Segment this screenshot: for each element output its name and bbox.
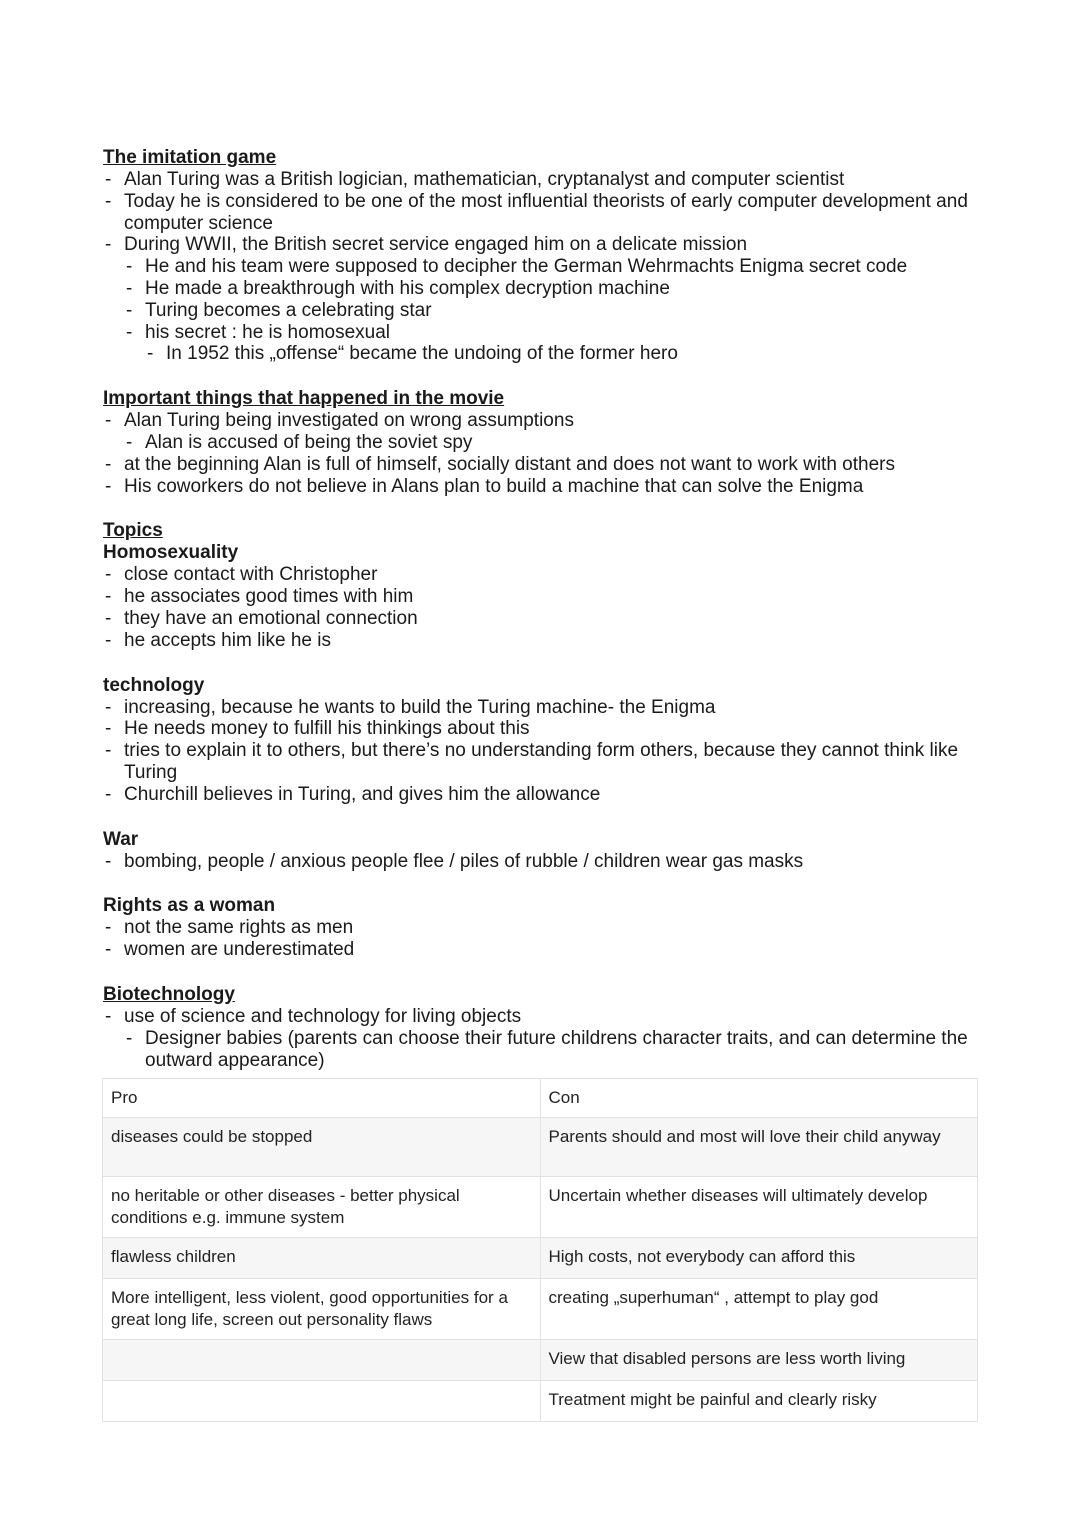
list-item-text: Alan Turing being investigated on wrong assumptions bbox=[124, 410, 574, 432]
subsection-title: War bbox=[103, 828, 139, 850]
subsection-title: Homosexuality bbox=[103, 542, 239, 564]
list-item: - women are underestimated bbox=[103, 939, 983, 961]
list-item: - increasing, because he wants to build the Turing machine- the Enigma bbox=[103, 697, 983, 719]
table-header-row bbox=[103, 1079, 978, 1118]
list-item: - His coworkers do not believe in Alans plan to build a machine that can solve the Enigma bbox=[103, 476, 983, 498]
list-item: - Turing becomes a celebrating star bbox=[124, 300, 983, 322]
sub-list bbox=[124, 432, 983, 454]
pro-cell bbox=[103, 1381, 541, 1422]
table-row bbox=[103, 1118, 978, 1177]
list-item: - Alan Turing was a British logician, mathematician, cryptanalyst and computer scientist bbox=[103, 169, 983, 191]
list-item bbox=[124, 322, 983, 366]
con-cell: creating „superhuman“ , attempt to play god bbox=[540, 1279, 978, 1340]
list-item: - close contact with Christopher bbox=[103, 564, 983, 586]
list-item: - He made a breakthrough with his complex decryption machine bbox=[124, 278, 983, 300]
list-item: - In 1952 this „offense“ became the undoing of the former hero bbox=[145, 343, 983, 365]
table-row bbox=[103, 1340, 978, 1381]
pro-cell: diseases could be stopped bbox=[103, 1118, 541, 1177]
list-item: - he associates good times with him bbox=[103, 586, 983, 608]
table-row bbox=[103, 1381, 978, 1422]
header-cell-pro: Pro bbox=[103, 1079, 541, 1118]
document-page bbox=[103, 147, 983, 1071]
list-item bbox=[103, 1006, 983, 1071]
sub-list bbox=[124, 1028, 983, 1072]
con-cell: View that disabled persons are less worth living bbox=[540, 1340, 978, 1381]
bullet-list bbox=[103, 851, 983, 873]
section-title: The imitation game bbox=[103, 147, 277, 168]
section-title: Important things that happened in the movie bbox=[103, 388, 505, 410]
con-cell: Treatment might be painful and clearly risky bbox=[540, 1381, 978, 1422]
table-row bbox=[103, 1177, 978, 1238]
bullet-list bbox=[103, 917, 983, 961]
section-movie-events bbox=[103, 388, 983, 497]
list-item: - bombing, people / anxious people flee / piles of rubble / children wear gas masks bbox=[103, 851, 983, 873]
list-item: - he accepts him like he is bbox=[103, 630, 983, 652]
subsection-title: technology bbox=[103, 674, 205, 696]
pro-cell: no heritable or other diseases - better physical conditions e.g. immune system bbox=[103, 1177, 541, 1238]
list-item: - Churchill believes in Turing, and gives him the allowance bbox=[103, 784, 983, 806]
section-title: Biotechnology bbox=[103, 983, 235, 1005]
con-cell: High costs, not everybody can afford this bbox=[540, 1238, 978, 1279]
list-item: - Alan is accused of being the soviet spy bbox=[124, 432, 983, 454]
section-imitation-game bbox=[103, 147, 983, 365]
list-item: - Today he is considered to be one of the most influential theorists of early computer development and computer science bbox=[103, 191, 983, 235]
section-biotechnology bbox=[103, 984, 983, 1071]
list-item-text: use of science and technology for living objects bbox=[124, 1005, 522, 1027]
list-item-text: his secret : he is homosexual bbox=[145, 321, 391, 343]
list-item: - tries to explain it to others, but there’s no understanding form others, because they cannot think like Turing bbox=[103, 740, 983, 784]
bullet-list bbox=[103, 169, 983, 365]
header-cell-con: Con bbox=[540, 1079, 978, 1118]
section-title: Topics bbox=[103, 520, 163, 542]
bullet-list bbox=[103, 410, 983, 497]
con-cell: Uncertain whether diseases will ultimately develop bbox=[540, 1177, 978, 1238]
pro-cell bbox=[103, 1340, 541, 1381]
table-row bbox=[103, 1238, 978, 1279]
sub-list bbox=[124, 256, 983, 365]
list-item: - He needs money to fulfill his thinkings about this bbox=[103, 718, 983, 740]
bullet-list bbox=[103, 1006, 983, 1071]
bullet-list bbox=[103, 564, 983, 651]
pro-cell: flawless children bbox=[103, 1238, 541, 1279]
list-item bbox=[103, 234, 983, 365]
pro-cell: More intelligent, less violent, good opportunities for a great long life, screen out personality flaws bbox=[103, 1279, 541, 1340]
list-item: - they have an emotional connection bbox=[103, 608, 983, 630]
table-row bbox=[103, 1279, 978, 1340]
list-item: - Designer babies (parents can choose their future childrens character traits, and can determine the outward appearance) bbox=[124, 1028, 983, 1072]
list-item: - He and his team were supposed to decipher the German Wehrmachts Enigma secret code bbox=[124, 256, 983, 278]
section-topics bbox=[103, 520, 983, 961]
con-cell: Parents should and most will love their child anyway bbox=[540, 1118, 978, 1177]
list-item-text: During WWII, the British secret service engaged him on a delicate mission bbox=[124, 234, 748, 256]
list-item: - not the same rights as men bbox=[103, 917, 983, 939]
subsection-title: Rights as a woman bbox=[103, 895, 276, 917]
bullet-list bbox=[103, 697, 983, 806]
pro-con-table bbox=[102, 1078, 978, 1422]
list-item: - at the beginning Alan is full of himself, socially distant and does not want to work with others bbox=[103, 454, 983, 476]
sub-list bbox=[145, 343, 983, 365]
list-item bbox=[103, 410, 983, 454]
